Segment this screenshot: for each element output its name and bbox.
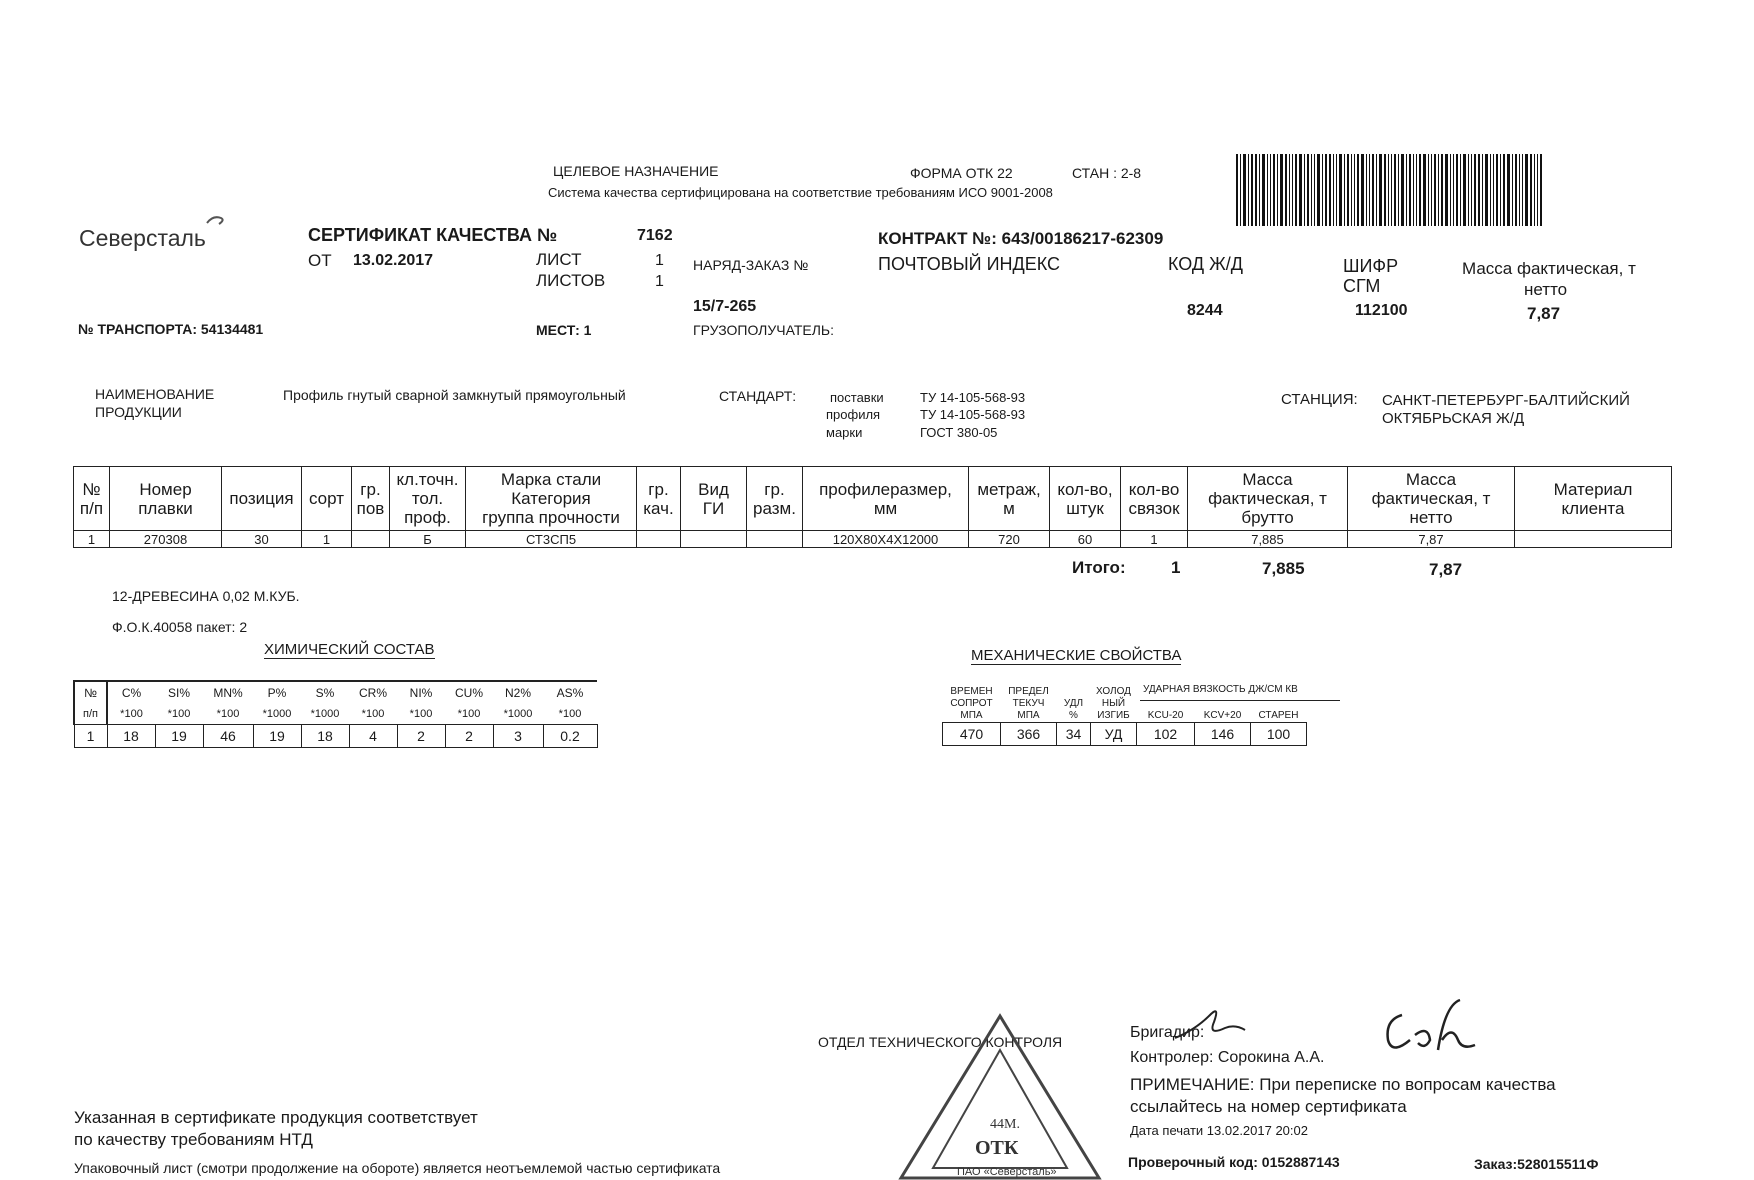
barcode-bar [1416, 154, 1417, 226]
logo-mark-icon [205, 214, 227, 228]
quality-system-text: Система качества сертифицирована на соответствие требованиям ИСО 9001-2008 [548, 185, 1053, 200]
barcode-bar [1292, 154, 1293, 226]
cipher-label-1: ШИФР [1343, 256, 1399, 276]
barcode-bar [1456, 154, 1458, 226]
std-grade-label: марки [826, 425, 863, 440]
barcode-bar [1329, 154, 1331, 226]
controller-label: Контролер: Сорокина А.А. [1130, 1049, 1325, 1066]
cell: СТ3СП5 [466, 531, 637, 548]
from-label: ОТ [308, 251, 332, 270]
order-value: 15/7-265 [693, 298, 757, 315]
chem-unit: *1000 [503, 708, 533, 720]
otk-stamp [895, 1010, 1105, 1180]
stamp-otk: ОТК [975, 1137, 1019, 1159]
mech-header-row [943, 676, 1307, 723]
station-value-2: ОКТЯБРЬСКАЯ Ж/Д [1382, 410, 1525, 427]
mech-header: KCV+20 [1203, 710, 1242, 721]
cell: 1 [1121, 531, 1188, 548]
barcode-bar [1351, 154, 1352, 226]
barcode-bar [1503, 154, 1505, 226]
barcode-bar [1468, 154, 1469, 226]
cert-title: СЕРТИФИКАТ КАЧЕСТВА № [308, 225, 558, 245]
barcode-bar [1450, 154, 1451, 226]
barcode-bar [1431, 154, 1432, 226]
station-label: СТАНЦИЯ: [1281, 391, 1358, 408]
barcode-bar [1369, 154, 1370, 226]
chem-cell: 4 [349, 725, 397, 748]
cell: 1 [302, 531, 352, 548]
order-label: НАРЯД-ЗАКАЗ № [693, 257, 809, 273]
cell [681, 531, 747, 548]
check-code: Проверочный код: 0152887143 [1128, 1154, 1340, 1170]
chem-header: P% [253, 681, 301, 704]
chem-header: CR% [349, 681, 397, 704]
chem-header: AS% [543, 681, 597, 704]
chem-cell: 2 [397, 725, 445, 748]
chem-cell: 19 [253, 725, 301, 748]
chem-header: CU% [445, 681, 493, 704]
barcode-bar [1311, 154, 1312, 226]
barcode-bar [1357, 154, 1359, 226]
chem-header: N2% [493, 681, 543, 704]
col-header: гр. разм. [747, 467, 803, 531]
barcode-bar [1540, 154, 1542, 226]
barcode-bar [1361, 154, 1364, 226]
barcode-bar [1273, 154, 1275, 226]
compliance-line-1: Указанная в сертификате продукция соответствует [74, 1108, 478, 1127]
barcode-bar [1471, 154, 1472, 226]
consignee-label: ГРУЗОПОЛУЧАТЕЛЬ: [693, 322, 834, 338]
barcode-bar [1453, 154, 1454, 226]
barcode-bar [1243, 154, 1246, 226]
barcode-bar [1344, 154, 1345, 226]
std-profile-value: ТУ 14-105-568-93 [920, 407, 1026, 422]
product-name-label-2: ПРОДУКЦИИ [95, 404, 182, 420]
mass-label-1: Масса фактическая, т [1462, 259, 1636, 278]
cell [1515, 531, 1672, 548]
total-net: 7,87 [1429, 560, 1463, 579]
sheet-value: 1 [655, 252, 664, 269]
barcode-bar [1463, 154, 1466, 226]
barcode-bar [1500, 154, 1501, 226]
barcode-bar [1388, 154, 1389, 226]
product-name-label-1: НАИМЕНОВАНИЕ [95, 386, 215, 402]
mech-cell: УД [1091, 723, 1137, 746]
barcode-bar [1482, 154, 1483, 226]
cell: 270308 [110, 531, 222, 548]
mech-header: ВРЕМЕН СОПРОТ МПА [950, 686, 993, 721]
total-gross: 7,885 [1262, 559, 1305, 578]
col-header: Вид ГИ [681, 467, 747, 531]
barcode-bar [1434, 154, 1436, 226]
barcode-bar [1366, 154, 1367, 226]
barcode-bar [1236, 154, 1238, 226]
chem-cell: 0.2 [543, 725, 597, 748]
cell: Б [390, 531, 466, 548]
barcode-bar [1490, 154, 1491, 226]
barcode-bar [1391, 154, 1392, 226]
barcode-bar [1314, 154, 1315, 226]
total-label: Итого: [1072, 558, 1126, 577]
col-header: позиция [222, 467, 302, 531]
chem-unit: *100 [120, 708, 143, 720]
barcode-bar [1441, 154, 1443, 226]
sheets-value: 1 [655, 273, 664, 290]
mech-header: KCU-20 [1147, 710, 1184, 721]
order-code: Заказ:528015511Ф [1474, 1156, 1599, 1172]
chem-unit-row [74, 704, 597, 725]
barcode-bar [1347, 154, 1349, 226]
barcode-bar [1285, 154, 1287, 226]
barcode-bar [1317, 154, 1320, 226]
chem-cell: 18 [107, 725, 155, 748]
mech-cell: 470 [943, 723, 1001, 746]
chem-header: NI% [397, 681, 445, 704]
chem-unit: *100 [167, 708, 191, 720]
mech-cell: 34 [1057, 723, 1091, 746]
col-header: Марка стали Категория группа прочности [466, 467, 637, 531]
barcode-bar [1438, 154, 1439, 226]
barcode-bar [1519, 154, 1520, 226]
barcode-bar [1255, 154, 1257, 226]
chem-title: ХИМИЧЕСКИЙ СОСТАВ [264, 641, 435, 658]
barcode-bar [1460, 154, 1461, 226]
mech-title: МЕХАНИЧЕСКИЕ СВОЙСТВА [971, 647, 1182, 664]
std-profile-label: профиля [826, 407, 881, 422]
barcode-bar [1445, 154, 1448, 226]
cell: 7,885 [1188, 531, 1348, 548]
chem-header: SI% [155, 681, 203, 704]
cell: 7,87 [1348, 531, 1515, 548]
cell [352, 531, 390, 548]
barcode-bar [1280, 154, 1283, 226]
chem-row [74, 725, 597, 748]
contract-number: КОНТРАКТ №: 643/00186217-62309 [878, 229, 1164, 248]
barcode-bar [1512, 154, 1513, 226]
railway-code-label: КОД Ж/Д [1168, 254, 1243, 274]
barcode-bar [1325, 154, 1327, 226]
brigadier-signature [1170, 1000, 1250, 1045]
chem-unit: *100 [216, 708, 240, 720]
col-header: кл.точн. тол. проф. [390, 467, 466, 531]
cell: 1 [74, 531, 110, 548]
chem-cell: 19 [155, 725, 203, 748]
mech-header: ХОЛОД НЫЙ ИЗГИБ [1096, 686, 1131, 721]
std-delivery-value: ТУ 14-105-568-93 [920, 390, 1026, 405]
barcode-bar [1333, 154, 1334, 226]
barcode-bar [1515, 154, 1517, 226]
stamp-org: ПАО «Северсталь» [957, 1166, 1057, 1178]
barcode-bar [1384, 154, 1386, 226]
chem-cell: 18 [301, 725, 349, 748]
col-header: Номер плавки [110, 467, 222, 531]
mass-label-2: нетто [1524, 280, 1568, 299]
mech-header: УДЛ % [1063, 698, 1084, 721]
mech-cell: 366 [1001, 723, 1057, 746]
chem-header-row [74, 681, 597, 704]
cert-date: 13.02.2017 [353, 252, 434, 269]
cipher-value: 112100 [1355, 302, 1408, 319]
col-header: метраж, м [969, 467, 1050, 531]
barcode-bar [1522, 154, 1523, 226]
barcode-bar [1299, 154, 1302, 226]
station-value-1: САНКТ-ПЕТЕРБУРГ-БАЛТИЙСКИЙ [1382, 392, 1630, 409]
barcode-bar [1307, 154, 1309, 226]
barcode-bar [1379, 154, 1382, 226]
compliance-line-2: по качеству требованиям НТД [74, 1130, 313, 1149]
barcode-bar [1240, 154, 1241, 226]
barcode-bar [1525, 154, 1528, 226]
table-row [74, 531, 1672, 548]
barcode-bar [1534, 154, 1535, 226]
form-label: ФОРМА ОТК 22 [910, 165, 1013, 181]
cell [637, 531, 681, 548]
barcode-bar [1354, 154, 1355, 226]
barcode-bar [1485, 154, 1488, 226]
chem-header: S% [301, 681, 349, 704]
col-header: сорт [302, 467, 352, 531]
barcode-bar [1372, 154, 1374, 226]
standard-label: СТАНДАРТ: [719, 388, 797, 404]
table-header-row [74, 467, 1672, 531]
barcode-bar [1537, 154, 1538, 226]
packing-note: Упаковочный лист (смотри продолжение на обороте) является неотъемлемой частью сертификата [74, 1160, 721, 1176]
col-header: кол-во связок [1121, 467, 1188, 531]
barcode-bar [1270, 154, 1271, 226]
barcode-bar [1493, 154, 1494, 226]
mech-table [942, 676, 1307, 746]
col-header: гр. пов [352, 467, 390, 531]
chem-table [73, 680, 598, 748]
otk-label: ОТДЕЛ ТЕХНИЧЕСКОГО КОНТРОЛЯ [818, 1034, 1063, 1050]
barcode-bar [1419, 154, 1421, 226]
barcode-bar [1248, 154, 1249, 226]
chem-unit: *100 [558, 708, 582, 720]
postal-index-label: ПОЧТОВЫЙ ИНДЕКС [878, 254, 1061, 274]
chem-cell: 46 [203, 725, 253, 748]
col-header: № п/п [74, 467, 110, 531]
barcode-bar [1398, 154, 1399, 226]
mech-header: СТАРЕН [1258, 710, 1299, 721]
mech-row [943, 723, 1307, 746]
col-header: Масса фактическая, т нетто [1348, 467, 1515, 531]
sheets-label: ЛИСТОВ [536, 271, 606, 290]
col-header: профилеразмер, мм [803, 467, 969, 531]
barcode-bar [1474, 154, 1476, 226]
barcode-bar [1336, 154, 1337, 226]
barcode-bar [1406, 154, 1407, 226]
note-fok: Ф.О.К.40058 пакет: 2 [112, 619, 248, 635]
barcode-bar [1507, 154, 1510, 226]
chem-cell: 1 [74, 725, 107, 748]
barcode-bar [1251, 154, 1253, 226]
barcode-bar [1295, 154, 1297, 226]
col-header: Масса фактическая, т брутто [1188, 467, 1348, 531]
col-header: кол-во, штук [1050, 467, 1121, 531]
barcode-bar [1394, 154, 1396, 226]
std-grade-value: ГОСТ 380-05 [920, 425, 998, 440]
places: МЕСТ: 1 [536, 322, 592, 338]
barcode-bar [1259, 154, 1260, 226]
barcode-bar [1530, 154, 1532, 226]
stamp-number: 44М. [990, 1117, 1020, 1132]
chem-unit: *100 [457, 708, 481, 720]
chem-unit: п/п [74, 704, 107, 725]
controller-signature [1380, 995, 1480, 1060]
barcode-bar [1289, 154, 1290, 226]
severstal-logo: Северсталь [79, 225, 206, 251]
note-wood: 12-ДРЕВЕСИНА 0,02 М.КУБ. [112, 588, 300, 604]
cell: 30 [222, 531, 302, 548]
barcode-bar [1496, 154, 1498, 226]
sheet-label: ЛИСТ [536, 250, 582, 269]
barcode-bar [1304, 154, 1305, 226]
barcode-bar [1339, 154, 1342, 226]
mech-cell: 102 [1137, 723, 1195, 746]
mill-label: СТАН : 2-8 [1072, 165, 1142, 181]
brigadier-label: Бригадир: [1130, 1024, 1205, 1041]
cell: 60 [1050, 531, 1121, 548]
cert-number: 7162 [637, 227, 673, 244]
transport-number: № ТРАНСПОРТА: 54134481 [78, 321, 264, 337]
note-line-1: ПРИМЕЧАНИЕ: При переписке по вопросам качества [1130, 1075, 1556, 1094]
barcode-bar [1478, 154, 1480, 226]
chem-header: № [74, 681, 107, 704]
barcode-bar [1267, 154, 1268, 226]
chem-header: C% [107, 681, 155, 704]
chem-unit: *100 [361, 708, 385, 720]
cipher-label-2: СГМ [1343, 276, 1381, 296]
barcode-bar [1376, 154, 1377, 226]
col-header: гр. кач. [637, 467, 681, 531]
chem-unit: *1000 [262, 708, 292, 720]
total-bundles: 1 [1171, 558, 1181, 577]
impact-label: УДАРНАЯ ВЯЗКОСТЬ ДЖ/СМ КВ [1143, 684, 1298, 695]
barcode [1236, 154, 1612, 226]
barcode-bar [1409, 154, 1411, 226]
railway-code-value: 8244 [1187, 302, 1223, 319]
cell: 120Х80Х4Х12000 [803, 531, 969, 548]
barcode-bar [1401, 154, 1404, 226]
purpose-label: ЦЕЛЕВОЕ НАЗНАЧЕНИЕ [553, 163, 719, 179]
mech-cell: 100 [1251, 723, 1307, 746]
mech-cell: 146 [1195, 723, 1251, 746]
col-header: Материал клиента [1515, 467, 1672, 531]
barcode-bar [1277, 154, 1278, 226]
product-name-value: Профиль гнутый сварной замкнутый прямоугольный [283, 387, 626, 403]
product-table [73, 466, 1672, 548]
mass-value: 7,87 [1527, 304, 1561, 323]
barcode-bar [1262, 154, 1265, 226]
barcode-bar [1428, 154, 1429, 226]
print-date: Дата печати 13.02.2017 20:02 [1130, 1123, 1308, 1138]
chem-cell: 2 [445, 725, 493, 748]
std-delivery-label: поставки [830, 390, 884, 405]
chem-cell: 3 [493, 725, 543, 748]
chem-unit: *1000 [310, 708, 340, 720]
barcode-bar [1423, 154, 1426, 226]
barcode-bar [1322, 154, 1323, 226]
note-line-2: ссылайтесь на номер сертификата [1130, 1097, 1407, 1116]
mech-header: ПРЕДЕЛ ТЕКУЧ МПА [1008, 686, 1049, 721]
chem-unit: *100 [409, 708, 433, 720]
chem-header: MN% [203, 681, 253, 704]
cell [747, 531, 803, 548]
cell: 720 [969, 531, 1050, 548]
barcode-bar [1413, 154, 1414, 226]
